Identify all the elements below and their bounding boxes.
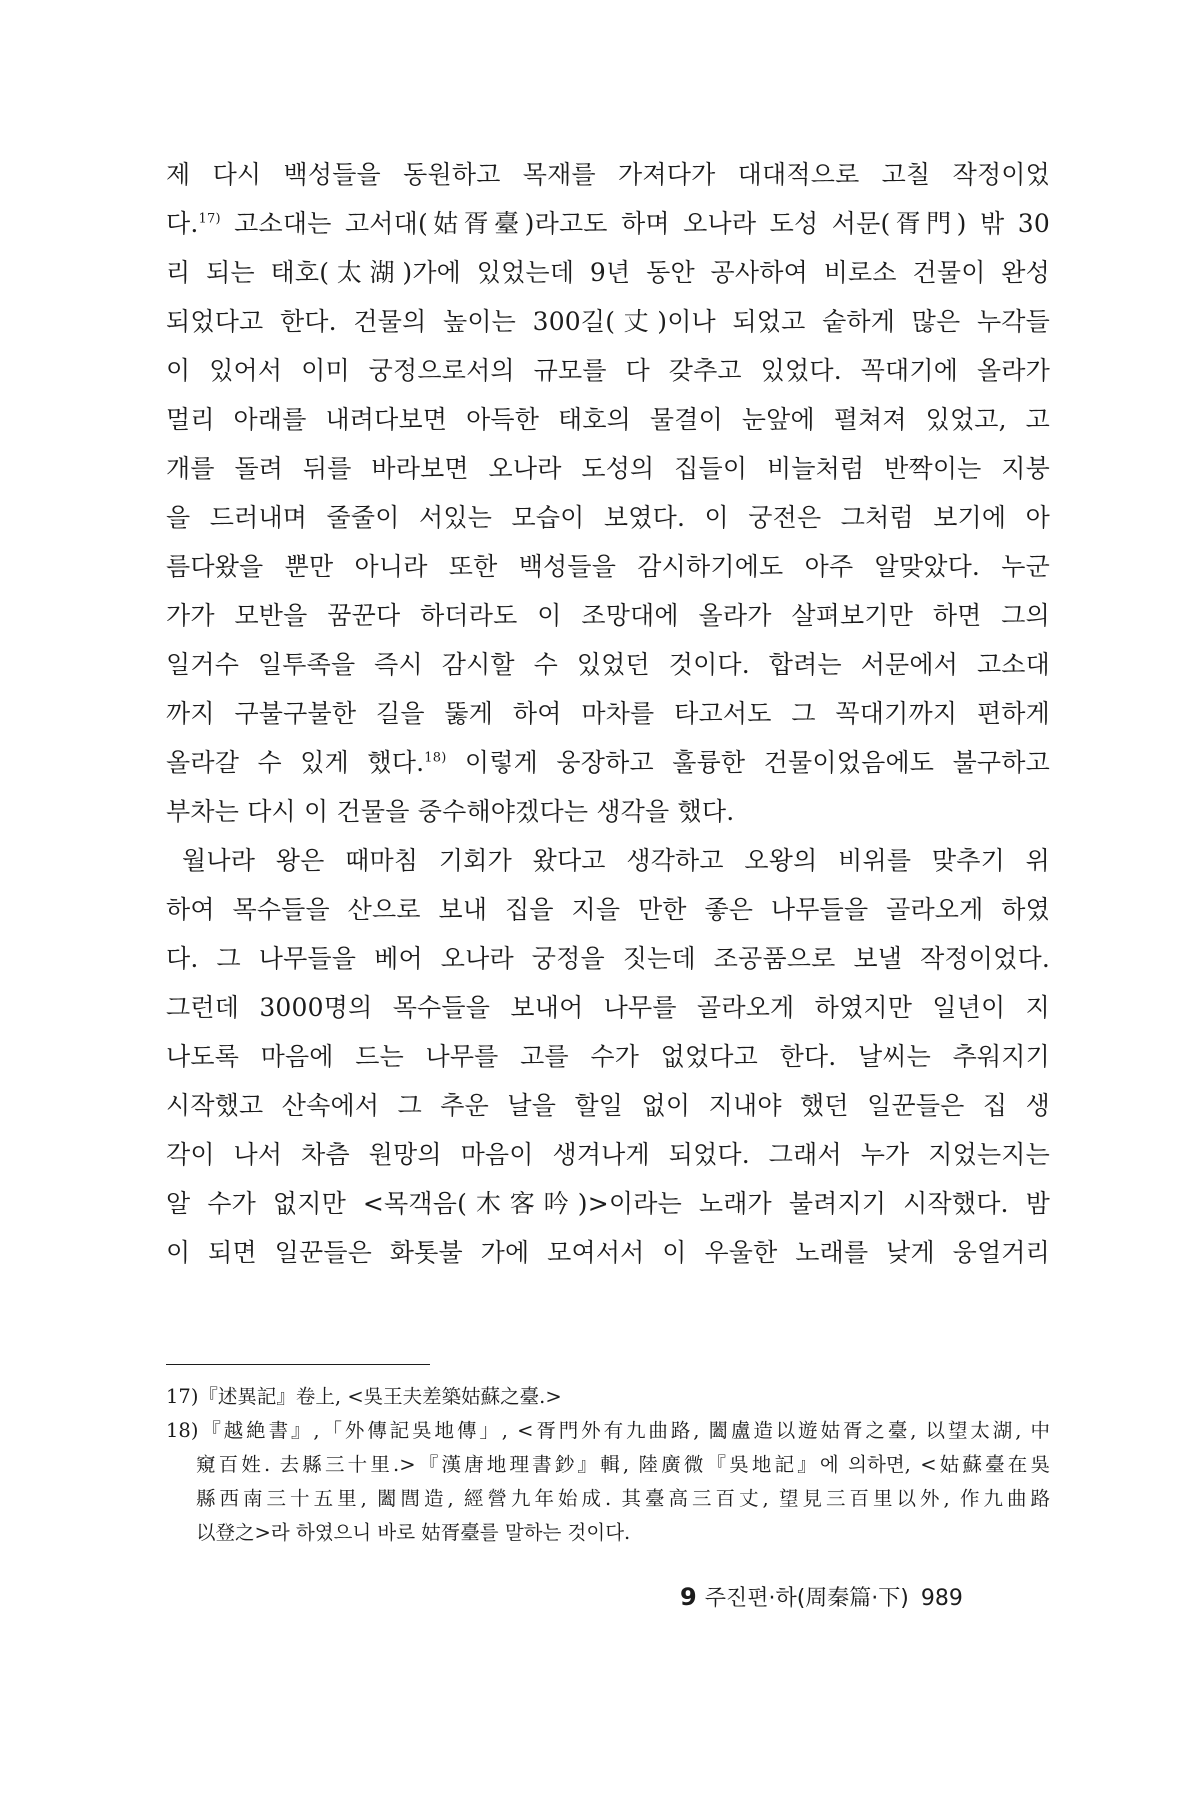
footnote-divider: [166, 1364, 430, 1365]
footnote-18-continued: 以登之>라 하였으니 바로 姑胥臺를 말하는 것이다.: [196, 1521, 631, 1544]
text-line: 부차는 다시 이 건물을 중수해야겠다는 생각을 했다.: [166, 797, 735, 826]
text-line: 시작했고 산속에서 그 추운 날을 할일 없이 지내야 했던 일꾼들은 집 생: [166, 1091, 1050, 1120]
text-line: 개를 돌려 뒤를 바라보면 오나라 도성의 집들이 비늘처럼 반짝이는 지붕: [166, 454, 1050, 483]
text-line: 하여 목수들을 산으로 보내 집을 지을 만한 좋은 나무들을 골라오게 하였: [166, 895, 1050, 924]
text-line: 되었다고 한다. 건물의 높이는 300길(丈)이나 되었고 숱하게 많은 누각들: [166, 307, 1050, 336]
footnote-18-continued: 縣西南三十五里, 闔閭造, 經營九年始成. 其臺高三百丈, 望見三百里以外, 作九曲路: [196, 1487, 1050, 1510]
text-line: 이 있어서 이미 궁정으로서의 규모를 다 갖추고 있었다. 꼭대기에 올라가: [166, 356, 1050, 385]
text-line: 가가 모반을 꿈꾼다 하더라도 이 조망대에 올라가 살펴보기만 하면 그의: [166, 601, 1050, 630]
footnote-18: 18)『越絶書』,「外傳記吳地傳」, <胥門外有九曲路, 闔盧造以遊姑胥之臺, 以望太湖, 中: [166, 1419, 1050, 1442]
text-line: 알 수가 없지만 <목객음(木客吟)>이라는 노래가 불려지기 시작했다. 밤: [166, 1189, 1050, 1218]
chapter-number: 9: [680, 1583, 697, 1611]
text-line: 리 되는 태호(太湖)가에 있었는데 9년 동안 공사하여 비로소 건물이 완성: [166, 258, 1050, 287]
text-line: 일거수 일투족을 즉시 감시할 수 있었던 것이다. 합려는 서문에서 고소대: [166, 650, 1050, 679]
text-segment: 다.: [166, 209, 199, 238]
running-footer: [680, 1582, 1050, 1614]
paragraph-first-line: 월나라 왕은 때마침 기회가 왔다고 생각하고 오왕의 비위를 맞추기 위: [182, 846, 1050, 875]
text-line: [166, 738, 1050, 787]
text-line: 그런데 3000명의 목수들을 보내어 나무를 골라오게 하였지만 일년이 지: [166, 993, 1050, 1022]
text-line: 제 다시 백성들을 동원하고 목재를 가져다가 대대적으로 고칠 작정이었: [166, 160, 1050, 189]
text-line: 이 되면 일꾼들은 화톳불 가에 모여서서 이 우울한 노래를 낮게 웅얼거리: [166, 1238, 1050, 1267]
text-line: 나도록 마음에 드는 나무를 고를 수가 없었다고 한다. 날씨는 추워지기: [166, 1042, 1050, 1071]
footnote-ref-18[interactable]: 18): [424, 750, 447, 766]
footnote-ref-17[interactable]: 17): [198, 211, 221, 227]
text-line: 멀리 아래를 내려다보면 아득한 태호의 물결이 눈앞에 펼쳐져 있었고, 고: [166, 405, 1050, 434]
text-line: 다. 그 나무들을 베어 오나라 궁정을 짓는데 조공품으로 보낼 작정이었다.: [166, 944, 1050, 973]
text-segment: 고소대는 고서대(姑胥臺)라고도 하며 오나라 도성 서문(胥門) 밖 30: [234, 209, 1050, 238]
page-number: 989: [920, 1586, 963, 1611]
main-text: [166, 150, 1050, 1277]
text-line: 까지 구불구불한 길을 뚫게 하여 마차를 타고서도 그 꼭대기까지 편하게: [166, 699, 1050, 728]
text-line: 을 드러내며 줄줄이 서있는 모습이 보였다. 이 궁전은 그처럼 보기에 아: [166, 503, 1050, 532]
text-line: 름다왔을 뿐만 아니라 또한 백성들을 감시하기에도 아주 알맞았다. 누군: [166, 552, 1050, 581]
text-segment: 올라갈 수 있게 했다.: [166, 748, 425, 777]
text-segment: 이렇게 웅장하고 훌륭한 건물이었음에도 불구하고: [464, 748, 1050, 777]
text-line: 각이 나서 차츰 원망의 마음이 생겨나게 되었다. 그래서 누가 지었는지는: [166, 1140, 1050, 1169]
chapter-title: 주진편·하(周秦篇·下): [704, 1586, 909, 1611]
footnote-18-continued: 窺百姓. 去縣三十里.>『漢唐地理書鈔』輯, 陸廣微『吳地記』에 의하면, <姑蘇臺在吳: [196, 1453, 1050, 1476]
footnotes: [166, 1380, 1050, 1550]
text-line: [166, 199, 1050, 248]
footnote-17: 17)『述異記』卷上, <吳王夫差築姑蘇之臺.>: [166, 1385, 562, 1408]
